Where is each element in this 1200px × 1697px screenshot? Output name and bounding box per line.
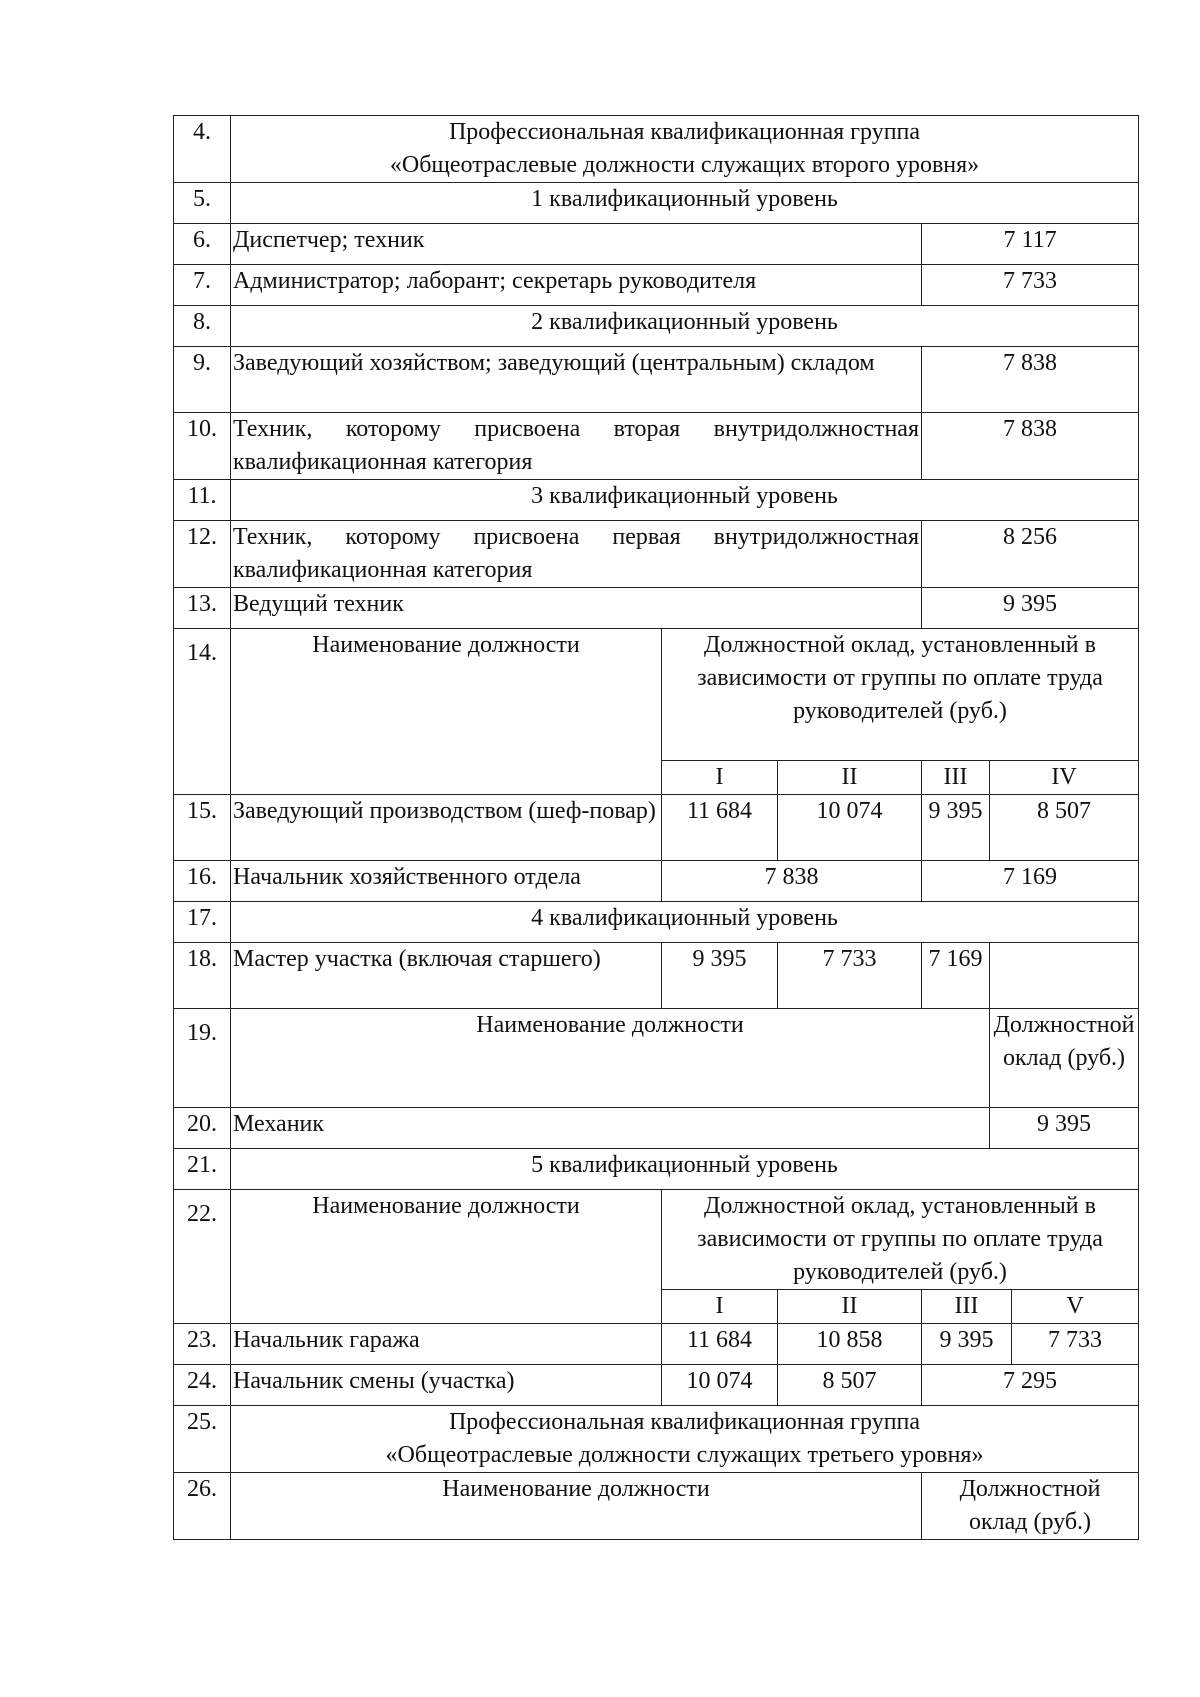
- position-name: Мастер участка (включая старшего): [231, 943, 662, 1009]
- salary-value: 7 169: [922, 861, 1139, 902]
- level-heading: 1 квалификационный уровень: [231, 183, 1139, 224]
- group-label: II: [778, 761, 922, 795]
- row-number: 23.: [174, 1324, 231, 1365]
- salary-value: 10 858: [778, 1324, 922, 1365]
- table-row: [174, 116, 1139, 183]
- table-row: [174, 183, 1139, 224]
- group-label: V: [1012, 1290, 1139, 1324]
- level-heading: 5 квалификационный уровень: [231, 1149, 1139, 1190]
- row-number: 12.: [174, 521, 231, 588]
- salary-value: [990, 943, 1139, 1009]
- row-number: 20.: [174, 1108, 231, 1149]
- position-name: Начальник гаража: [231, 1324, 662, 1365]
- salary-value: 10 074: [662, 1365, 778, 1406]
- table-row: [174, 1324, 1139, 1365]
- table-row: [174, 1190, 1139, 1290]
- group-label: I: [662, 761, 778, 795]
- row-number: 4.: [174, 116, 231, 183]
- position-name: Заведующий хозяйством; заведующий (центральным) складом: [231, 347, 922, 413]
- salary-value: 9 395: [922, 795, 990, 861]
- level-heading: 3 квалификационный уровень: [231, 480, 1139, 521]
- row-number: 10.: [174, 413, 231, 480]
- salary-value: 8 507: [778, 1365, 922, 1406]
- position-name: Диспетчер; техник: [231, 224, 922, 265]
- group-heading: [231, 1406, 1139, 1473]
- salary-value: 7 838: [662, 861, 922, 902]
- group-heading-line1: Профессиональная квалификационная группа: [448, 1409, 921, 1435]
- salary-header: Должностной оклад, установленный в зависимости от группы по оплате труда руководителей (руб.): [662, 1190, 1139, 1290]
- salary-table: [173, 115, 1139, 1540]
- row-number: 25.: [174, 1406, 231, 1473]
- salary-value: 7 733: [778, 943, 922, 1009]
- row-number: 9.: [174, 347, 231, 413]
- salary-value: 9 395: [990, 1108, 1139, 1149]
- row-number: 24.: [174, 1365, 231, 1406]
- position-name: Техник, которому присвоена вторая внутридолжностная квалификационная категория: [231, 413, 922, 480]
- table-row: [174, 943, 1139, 1009]
- position-name: Начальник смены (участка): [231, 1365, 662, 1406]
- group-heading: [231, 116, 1139, 183]
- position-name: Начальник хозяйственного отдела: [231, 861, 662, 902]
- level-heading: 2 квалификационный уровень: [231, 306, 1139, 347]
- row-number: 17.: [174, 902, 231, 943]
- row-number: 6.: [174, 224, 231, 265]
- group-label: IV: [990, 761, 1139, 795]
- salary-header: Должностной оклад (руб.): [990, 1009, 1139, 1108]
- row-number: 19.: [174, 1009, 231, 1108]
- table-row: [174, 629, 1139, 761]
- table-row: [174, 1406, 1139, 1473]
- table-row: [174, 902, 1139, 943]
- row-number: 7.: [174, 265, 231, 306]
- position-name: Ведущий техник: [231, 588, 922, 629]
- row-number: 5.: [174, 183, 231, 224]
- salary-value: 7 838: [922, 413, 1139, 480]
- position-name: Заведующий производством (шеф-повар): [231, 795, 662, 861]
- salary-value: 9 395: [662, 943, 778, 1009]
- group-label: III: [922, 761, 990, 795]
- row-number: 13.: [174, 588, 231, 629]
- salary-value: 11 684: [662, 1324, 778, 1365]
- name-header: Наименование должности: [231, 1473, 922, 1540]
- name-header: Наименование должности: [231, 1190, 662, 1324]
- table-row: [174, 480, 1139, 521]
- group-heading-line2: «Общеотраслевые должности служащих третьего уровня»: [385, 1442, 984, 1468]
- row-number: 26.: [174, 1473, 231, 1540]
- row-number: 14.: [174, 629, 231, 795]
- salary-value: 10 074: [778, 795, 922, 861]
- table-row: [174, 1108, 1139, 1149]
- group-heading-line2: «Общеотраслевые должности служащих второго уровня»: [389, 152, 980, 178]
- name-header: Наименование должности: [231, 629, 662, 795]
- salary-header: Должностной оклад (руб.): [922, 1473, 1139, 1540]
- group-label: I: [662, 1290, 778, 1324]
- salary-value: 8 507: [990, 795, 1139, 861]
- group-label: II: [778, 1290, 922, 1324]
- table-row: [174, 861, 1139, 902]
- salary-header: Должностной оклад, установленный в зависимости от группы по оплате труда руководителей (руб.): [662, 629, 1139, 761]
- table-row: [174, 347, 1139, 413]
- row-number: 21.: [174, 1149, 231, 1190]
- salary-value: 7 117: [922, 224, 1139, 265]
- salary-value: 8 256: [922, 521, 1139, 588]
- salary-value: 11 684: [662, 795, 778, 861]
- table-row: [174, 413, 1139, 480]
- level-heading: 4 квалификационный уровень: [231, 902, 1139, 943]
- row-number: 16.: [174, 861, 231, 902]
- table-row: [174, 306, 1139, 347]
- salary-value: 7 733: [1012, 1324, 1139, 1365]
- row-number: 15.: [174, 795, 231, 861]
- table-row: [174, 1149, 1139, 1190]
- row-number: 8.: [174, 306, 231, 347]
- position-name: Механик: [231, 1108, 990, 1149]
- table-row: [174, 1365, 1139, 1406]
- salary-value: 7 295: [922, 1365, 1139, 1406]
- table-row: [174, 795, 1139, 861]
- table-row: [174, 1473, 1139, 1540]
- group-label: III: [922, 1290, 1012, 1324]
- salary-value: 7 838: [922, 347, 1139, 413]
- table-row: [174, 224, 1139, 265]
- name-header: Наименование должности: [231, 1009, 990, 1108]
- position-name: Техник, которому присвоена первая внутридолжностная квалификационная категория: [231, 521, 922, 588]
- position-name: Администратор; лаборант; секретарь руководителя: [231, 265, 922, 306]
- row-number: 18.: [174, 943, 231, 1009]
- table-row: [174, 265, 1139, 306]
- salary-value: 9 395: [922, 1324, 1012, 1365]
- table-row: [174, 1009, 1139, 1108]
- salary-value: 7 169: [922, 943, 990, 1009]
- group-heading-line1: Профессиональная квалификационная группа: [448, 119, 921, 145]
- salary-value: 9 395: [922, 588, 1139, 629]
- salary-value: 7 733: [922, 265, 1139, 306]
- row-number: 11.: [174, 480, 231, 521]
- table-row: [174, 588, 1139, 629]
- table-row: [174, 521, 1139, 588]
- row-number: 22.: [174, 1190, 231, 1324]
